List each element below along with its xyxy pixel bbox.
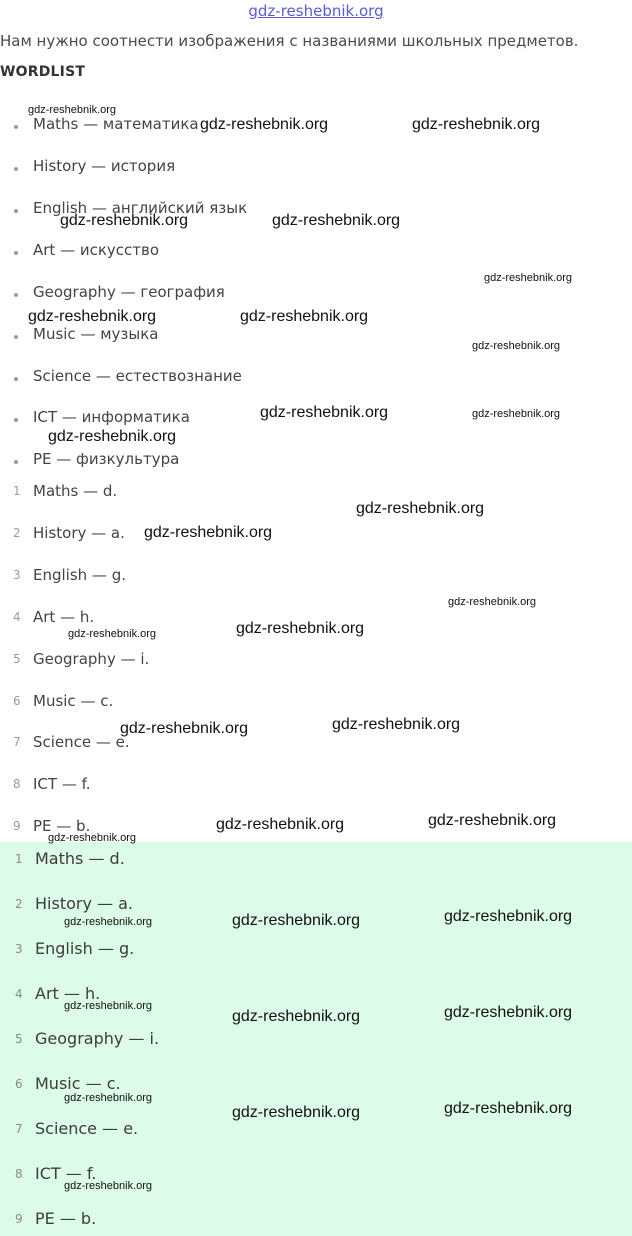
watermark: gdz-reshebnik.org [472, 408, 561, 420]
watermark: gdz-reshebnik.org [260, 404, 389, 421]
bullet-icon [14, 293, 18, 297]
wordlist-heading: WORDLIST [0, 64, 86, 80]
watermark: gdz-reshebnik.org [444, 908, 573, 925]
watermark: gdz-reshebnik.org [412, 116, 541, 133]
watermark: gdz-reshebnik.org [144, 524, 273, 541]
watermark: gdz-reshebnik.org [272, 212, 401, 229]
bullet-icon [14, 125, 18, 129]
watermark: gdz-reshebnik.org [64, 1180, 153, 1192]
watermark: gdz-reshebnik.org [332, 716, 461, 733]
bullet-icon [14, 460, 18, 464]
bullet-icon [14, 251, 18, 255]
watermark: gdz-reshebnik.org [216, 816, 345, 833]
watermark: gdz-reshebnik.org [120, 720, 249, 737]
watermark: gdz-reshebnik.org [68, 628, 157, 640]
watermark: gdz-reshebnik.org [444, 1100, 573, 1117]
watermark: gdz-reshebnik.org [444, 1004, 573, 1021]
watermark: gdz-reshebnik.org [236, 620, 365, 637]
bullet-icon [14, 335, 18, 339]
watermark: gdz-reshebnik.org [48, 428, 177, 445]
watermark: gdz-reshebnik.org [232, 1104, 361, 1121]
watermark: gdz-reshebnik.org [64, 916, 153, 928]
watermark: gdz-reshebnik.org [64, 1000, 153, 1012]
watermark: gdz-reshebnik.org [60, 212, 189, 229]
watermark: gdz-reshebnik.org [64, 1092, 153, 1104]
intro-text: Нам нужно соотнести изображения с названиями школьных предметов. [0, 32, 579, 50]
watermark: gdz-reshebnik.org [428, 812, 557, 829]
watermark: gdz-reshebnik.org [48, 832, 137, 844]
watermark: gdz-reshebnik.org [232, 912, 361, 929]
watermark: gdz-reshebnik.org [472, 340, 561, 352]
watermark: gdz-reshebnik.org [28, 308, 157, 325]
watermark: gdz-reshebnik.org [240, 308, 369, 325]
bullet-icon [14, 167, 18, 171]
bullet-icon [14, 209, 18, 213]
watermark: gdz-reshebnik.org [232, 1008, 361, 1025]
bullet-icon [14, 418, 18, 422]
watermark: gdz-reshebnik.org [448, 596, 537, 608]
watermark: gdz-reshebnik.org [200, 116, 329, 133]
watermark: gdz-reshebnik.org [28, 104, 117, 116]
bullet-icon [14, 377, 18, 381]
answer-box: 1 Maths — d. 2 History — a. 3 English — g. 4 Art — h. 5 Geography — i. 6 Music — c. 7 Science — e. 8 ICT — f. 9 PE — b. [0, 842, 632, 1236]
watermark: gdz-reshebnik.org [356, 500, 485, 517]
site-link[interactable]: gdz-reshebnik.org [248, 2, 384, 20]
watermark: gdz-reshebnik.org [484, 272, 573, 284]
